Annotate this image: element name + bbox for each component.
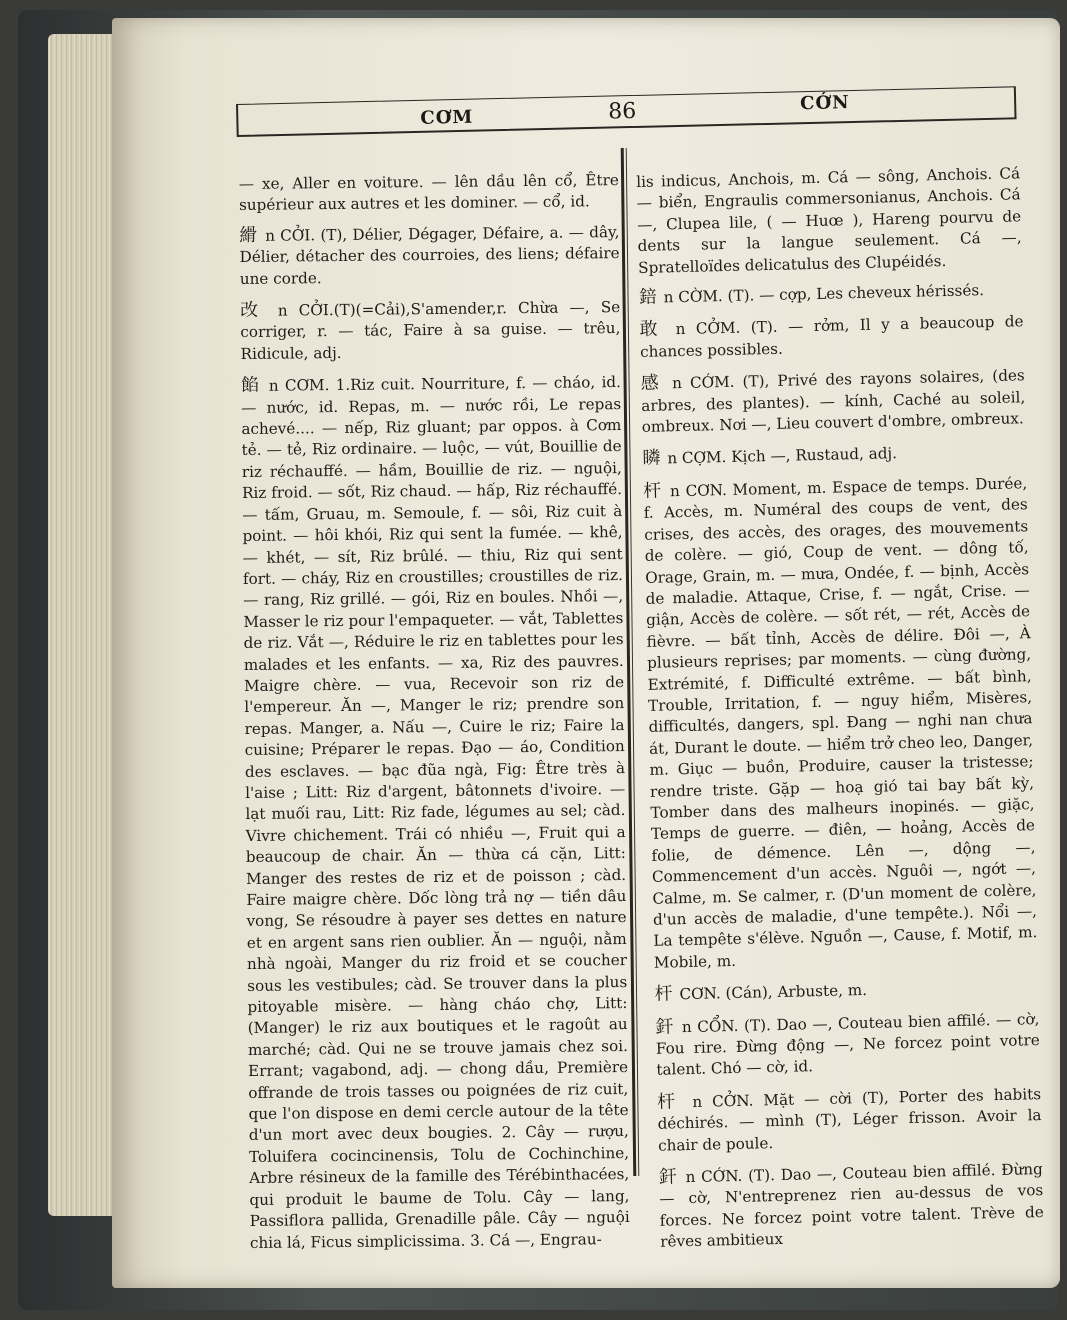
entry-text: n CỞN. Mặt — cời (T), Porter des habits déchirés. — mình (T), Léger frisson. Avoir la chair de poule. (657, 1084, 1042, 1155)
dictionary-entry (241, 371, 630, 1254)
dictionary-entry (657, 1083, 1042, 1157)
entry-character: 敢 (639, 318, 664, 341)
entry-text: n CỚM. (T), Privé des rayons solaires, (des arbres, des plantes). — kính, Caché au soleil, ombreux. Nơi —, Lieu couvert d'ombre, ombreux. (641, 366, 1026, 436)
entry-text: n CƠN. Moment, m. Espace de temps. Durée, f. Accès, m. Numéral des coups de vent, des crises, des accès, des orages, des mouvements de colère. — gió, Coup de vent. — dông tố, Orage, Grain, m. — mưa, Ondée, f. — bịnh, Accès de maladie. Attaque, Crise, f. — ngắt, Crise. — giận, Accès de colère. — sốt rét, — rét, Accès de fièvre. — bất tỉnh, Accès de délire. Đôi —, À plusieurs reprises; par moments. — cùng đường, Extrémité, f. Difficulté extrême. — bất bình, Trouble, Irritation, f. — nguy hiểm, Misères, difficultés, dangers, spl. Đang — nghi nan chưa át, Durant le doute. — hiểm trở cheo leo, Danger, m. Giục — buồn, Produire, causer la tristesse; rendre triste. Gặp — hoạ gió tai bay bất kỳ, Tomber dans des malheurs inopinés. — giặc, Temps de guerre. — điên, — hoảng, Accès de folie, de démence. Lên —, dộng —, Commencement d'un accès. Nguôi —, ngớt —, Calme, m. Se calmer, r. (D'un moment de colère, d'un accès de maladie, d'une tempête.). Nổi —, La tempête s'élève. Nguồn —, Cause, f. Motif, m. Mobile, m. (643, 474, 1038, 972)
entry-character: 瞵 (642, 447, 661, 470)
entry-character: 杆 (654, 983, 673, 1006)
dictionary-entry (240, 296, 621, 365)
entry-character: 感 (640, 372, 663, 395)
entry-character: 釬 (658, 1166, 679, 1188)
entry-character: 餡 (240, 375, 261, 397)
entry-character: 錇 (638, 286, 658, 308)
entry-character: 改 (240, 299, 265, 322)
dictionary-entry (642, 440, 1026, 471)
header-right-word: CỚN (799, 92, 850, 115)
right-column (636, 163, 1044, 1252)
dictionary-entry (639, 278, 1023, 309)
header-left-word: CƠM (420, 106, 474, 129)
entry-text: n CỚN. (T). Dao —, Couteau bien affilé. Đừng — cờ, N'entreprenez rien au-dessus de vos forces. Ne forcez point votre talent. Trève de rêves ambitieux (659, 1160, 1044, 1252)
dictionary-entry (655, 1008, 1040, 1082)
entry-character: 縎 (239, 224, 258, 246)
page-number: 86 (607, 98, 637, 125)
dictionary-entry (654, 975, 1038, 1006)
dictionary-entry (643, 472, 1038, 974)
entry-text: n CỞM. (T). — rởm, Il y a beaucoup de chances possibles. (639, 312, 1024, 361)
entry-text: n CƠM. 1.Riz cuit. Nourriture, f. — cháo, id. — nước, id. Repas, m. — nước rồi, Le repas achevé.... — nếp, Riz gluant; par oppos. à Cơm tẻ. — tẻ, Riz ordinaire. — luộc, — vút, Bouillie de riz réchauffé. — hầm, Bouillie de riz. — nguội, Riz froid. — sốt, Riz chaud. — hấp, Riz réchauffé. — tấm, Gruau, m. Semoule, f. — sôi, Riz cuit à point. — hôi khói, Riz qui sent la fumée. — khê, — khét, — sít, Riz brûlé. — thiu, Riz qui sent fort. — cháy, Riz en croustilles; croustilles de riz. — rang, Riz grillé. — gói, Riz en boules. Nhồi —, Masser le riz pour l'empaqueter. — vắt, Tablettes de riz. Vắt —, Réduire le riz en tablettes pour les malades et les enfants. — xa, Riz des pauvres. Maigre chère. — vua, Recevoir son riz de l'empereur. Ăn —, Manger le riz; prendre son repas. Manger, a. Nấu —, Cuire le riz; Faire la cuisine; Préparer le repas. Đạo — áo, Condition des esclaves. — bạc đũa ngà, Fig: Être très à l'aise ; Litt: Riz d'argent, bâtonnets d'ivoire. — lạt muối rau, Litt: Riz fade, légumes au sel; càd. Vivre chichement. Trái có nhiều —, Fruit qui a beaucoup de chair. Ăn — thừa cá cặn, Litt: Manger des restes de riz et de poisson ; càd. Faire maigre chère. Dốc lòng trả nợ — tiền dâu vong, Se résoudre à payer ses dettes en nature et en argent sans rien oublier. Ăn — nguội, nằm nhà ngoài, Manger du riz froid et se coucher sous les vestibules; càd. Se trouver dans la plus pitoyable misère. — hàng cháo chợ, Litt: (Manger) le riz aux boutiques et le ragoût au marché; càd. Qui ne se trouve jamais chez soi. Errant; vagabond, adj. — chong dầu, Première offrande de trois tasses ou poignées de riz cuit, que l'on dispose en demi cercle autour de la tête d'un mort avec deux bougies. 2. Cây — rượu, Toluifera cocincinensis, Tolu de Cochinchine, Arbre résineux de la famille des Térébinthacées, qui produit le baume de Tolu. Cây — lang, Passiflora pallida, Grenadille pâle. Cây — nguội chia lá, Ficus simplicissima. 3. Cá —, Engrau- (241, 373, 630, 1252)
entry-text: lis indicus, Anchois, m. Cá — sông, Anchois. Cá — biển, Engraulis commersonianus, Anchois. Cá —, Clupea lile, ( — Huœ ), Hareng pourvu de dents sur la langue seulement. Cá —, Spratelloïdes delicatulus des Clupéidés. (636, 164, 1022, 277)
dictionary-entry (641, 364, 1026, 438)
entry-text: — xe, Aller en voiture. — lên dầu lên cổ, Être supérieur aux autres et les dominer. — cổ, id. (238, 171, 619, 215)
left-column (238, 170, 630, 1252)
entry-character: 杆 (643, 480, 663, 502)
entry-character: 杆 (656, 1091, 681, 1113)
entry-text: n CỔN. (T). Dao —, Couteau bien affilé. — cờ, Fou rire. Đừng động —, Ne forcez point votre talent. Chó — cờ, id. (655, 1009, 1041, 1080)
dictionary-entry (239, 170, 619, 217)
entry-text: n CỜM. (T). — cợp, Les cheveux hérissés. (663, 281, 985, 307)
entry-text: n CỢM. Kịch —, Rustaud, adj. (667, 444, 898, 468)
entry-text: n CỞI. (T), Délier, Dégager, Défaire, a. — dây, Délier, détacher des courroies, des liens; défaire une corde. (239, 222, 620, 288)
dictionary-entry (239, 221, 620, 290)
dictionary-entry (659, 1158, 1045, 1253)
entry-text: CƠN. (Cán), Arbuste, m. (679, 981, 868, 1004)
entry-character: 釬 (655, 1015, 675, 1038)
dictionary-entry (636, 163, 1022, 279)
dictionary-entry (639, 311, 1024, 364)
entry-text: n CỞI.(T)(=Cải),S'amender,r. Chừa —, Se corriger, r. — tác, Faire à sa guise. — trêu, Ridicule, adj. (240, 298, 621, 363)
